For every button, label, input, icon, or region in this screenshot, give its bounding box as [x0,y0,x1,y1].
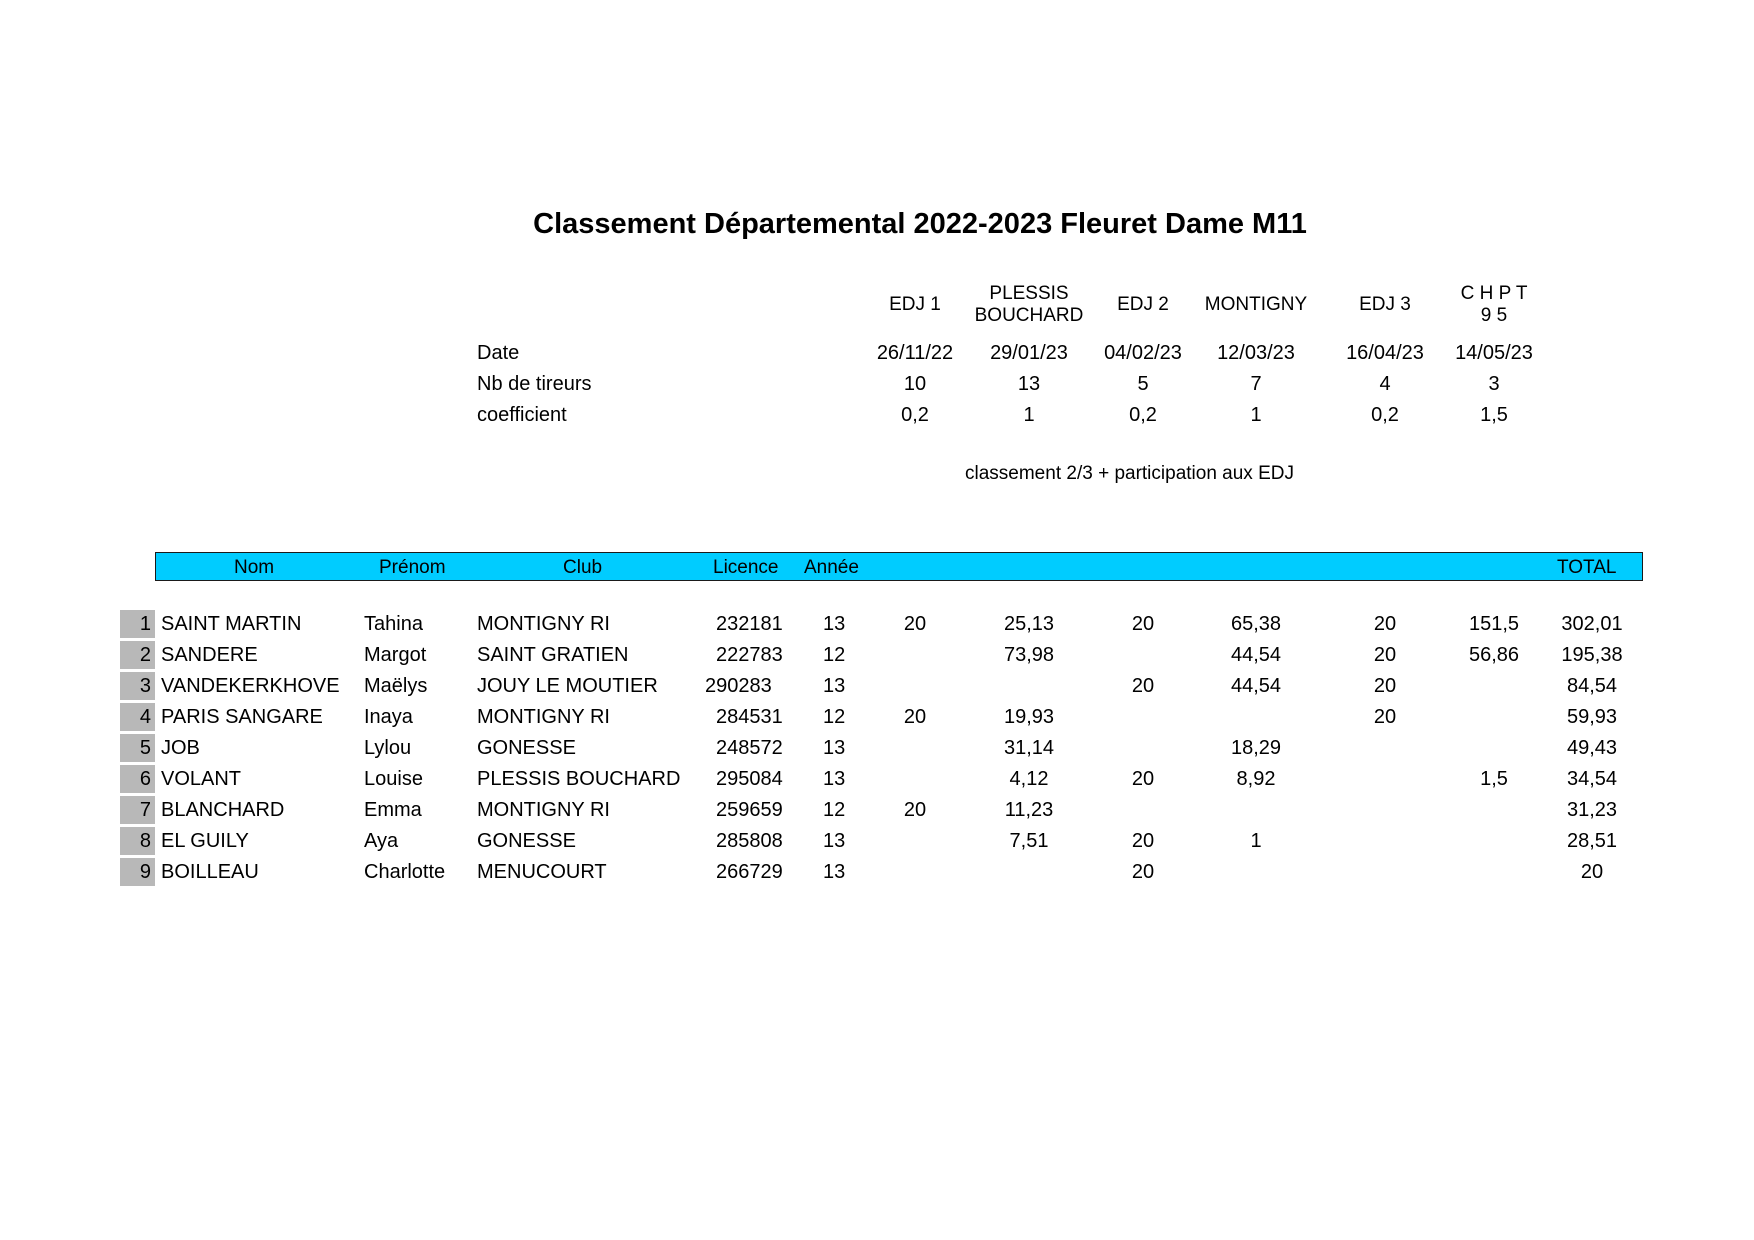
total-cell: 59,93 [1566,706,1618,728]
nom-cell: VANDEKERKHOVE [161,675,340,697]
column-header-club: Club [563,557,603,578]
event-date: 29/01/23 [990,342,1068,364]
column-header-total: TOTAL [1557,557,1617,578]
total-cell: 34,54 [1566,768,1618,790]
club-cell: PLESSIS BOUCHARD [477,768,681,790]
column-header-licence: Licence [713,557,779,578]
score-cell: 18,29 [1230,737,1282,759]
score-cell: 44,54 [1230,675,1282,697]
event-name-line: MONTIGNY [1204,294,1308,315]
nom-cell: VOLANT [161,768,242,790]
event-name-line: 9 5 [1480,305,1508,326]
event-header [1429,275,1559,335]
page-title: Classement Départemental 2022-2023 Fleuret Dame M11 [533,208,1307,240]
event-header [1078,275,1208,335]
rank-cell: 1 [120,610,155,638]
event-coefficient: 0,2 [901,404,929,426]
annee-cell: 12 [823,644,846,666]
score-cell: 31,14 [1003,737,1055,759]
event-coefficient: 1 [1250,404,1262,426]
licence-cell: 232181 [716,613,783,635]
club-cell: SAINT GRATIEN [477,644,629,666]
nom-cell: EL GUILY [161,830,249,852]
event-date: 04/02/23 [1104,342,1182,364]
event-nb-tireurs: 13 [1017,373,1041,395]
nom-cell: JOB [161,737,200,759]
club-cell: MONTIGNY RI [477,613,610,635]
total-cell: 28,51 [1566,830,1618,852]
club-cell: GONESSE [477,737,576,759]
column-header-nom: Nom [234,557,275,578]
score-cell: 73,98 [1003,644,1055,666]
total-cell: 302,01 [1561,613,1623,635]
score-cell: 20 [1373,644,1397,666]
score-cell: 56,86 [1468,644,1520,666]
annee-cell: 12 [823,799,846,821]
score-cell: 25,13 [1003,613,1055,635]
rank-cell: 2 [120,641,155,669]
prenom-cell: Maëlys [364,675,428,697]
score-cell: 1 [1250,830,1262,852]
rank-cell: 9 [120,858,155,886]
score-cell: 11,23 [1004,799,1054,821]
event-coefficient: 0,2 [1371,404,1399,426]
column-header-annee: Année [804,557,859,578]
score-cell: 20 [1131,861,1155,883]
nom-cell: BOILLEAU [161,861,259,883]
prenom-cell: Aya [364,830,399,852]
annee-cell: 13 [823,675,846,697]
ranking-note: classement 2/3 + participation aux EDJ [965,463,1294,484]
event-header [964,275,1094,335]
column-header-prenom: Prénom [379,557,446,578]
event-name-line: BOUCHARD [974,305,1084,326]
prenom-cell: Charlotte [364,861,446,883]
score-cell: 20 [1131,830,1155,852]
score-cell: 20 [1131,675,1155,697]
score-cell: 44,54 [1230,644,1282,666]
event-date: 26/11/22 [876,342,954,364]
nom-cell: SANDERE [161,644,258,666]
licence-cell: 290283 [705,675,772,697]
licence-cell: 248572 [716,737,783,759]
event-name-line: EDJ 1 [889,294,941,315]
annee-cell: 13 [823,830,846,852]
annee-cell: 13 [823,737,846,759]
club-cell: MONTIGNY RI [477,799,610,821]
event-date: 12/03/23 [1217,342,1295,364]
score-cell: 20 [903,706,927,728]
licence-cell: 222783 [716,644,783,666]
prenom-cell: Margot [364,644,427,666]
score-cell: 65,38 [1230,613,1282,635]
event-date: 16/04/23 [1346,342,1424,364]
prenom-cell: Lylou [364,737,412,759]
event-coefficient: 1 [1023,404,1035,426]
coefficient-label: coefficient [477,404,567,426]
event-name-line: C H P T [1460,283,1528,304]
score-cell: 20 [903,799,927,821]
prenom-cell: Tahina [364,613,423,635]
licence-cell: 285808 [716,830,783,852]
score-cell: 20 [903,613,927,635]
prenom-cell: Louise [364,768,423,790]
nom-cell: PARIS SANGARE [161,706,323,728]
event-nb-tireurs: 7 [1250,373,1262,395]
annee-cell: 13 [823,768,846,790]
event-header [850,275,980,335]
rank-cell: 5 [120,734,155,762]
event-header [1191,275,1321,335]
event-nb-tireurs: 10 [903,373,927,395]
rank-cell: 7 [120,796,155,824]
club-cell: JOUY LE MOUTIER [477,675,658,697]
score-cell: 1,5 [1480,768,1508,790]
licence-cell: 259659 [716,799,783,821]
prenom-cell: Emma [364,799,422,821]
date-label: Date [477,342,520,364]
score-cell: 20 [1373,706,1397,728]
rank-cell: 3 [120,672,155,700]
prenom-cell: Inaya [364,706,413,728]
score-cell: 151,5 [1468,613,1520,635]
event-coefficient: 1,5 [1480,404,1508,426]
licence-cell: 295084 [716,768,783,790]
club-cell: MENUCOURT [477,861,607,883]
nb-tireurs-label: Nb de tireurs [477,373,592,395]
event-nb-tireurs: 5 [1137,373,1149,395]
score-cell: 4,12 [1009,768,1049,790]
event-nb-tireurs: 3 [1488,373,1500,395]
score-cell: 7,51 [1009,830,1049,852]
rank-cell: 6 [120,765,155,793]
event-nb-tireurs: 4 [1379,373,1391,395]
club-cell: MONTIGNY RI [477,706,610,728]
score-cell: 20 [1373,613,1397,635]
score-cell: 19,93 [1003,706,1055,728]
total-cell: 49,43 [1566,737,1618,759]
licence-cell: 266729 [716,861,783,883]
event-coefficient: 0,2 [1129,404,1157,426]
total-cell: 31,23 [1566,799,1618,821]
annee-cell: 13 [823,861,846,883]
event-name-line: EDJ 2 [1117,294,1169,315]
rank-cell: 4 [120,703,155,731]
score-cell: 8,92 [1236,768,1276,790]
event-date: 14/05/23 [1455,342,1533,364]
score-cell: 20 [1131,613,1155,635]
score-cell: 20 [1131,768,1155,790]
total-cell: 84,54 [1566,675,1618,697]
annee-cell: 13 [823,613,846,635]
total-cell: 20 [1580,861,1604,883]
nom-cell: BLANCHARD [161,799,285,821]
rank-cell: 8 [120,827,155,855]
event-name-line: EDJ 3 [1359,294,1411,315]
annee-cell: 12 [823,706,846,728]
score-cell: 20 [1373,675,1397,697]
licence-cell: 284531 [716,706,783,728]
club-cell: GONESSE [477,830,576,852]
total-cell: 195,38 [1561,644,1623,666]
nom-cell: SAINT MARTIN [161,613,302,635]
event-name-line: PLESSIS [989,283,1069,304]
